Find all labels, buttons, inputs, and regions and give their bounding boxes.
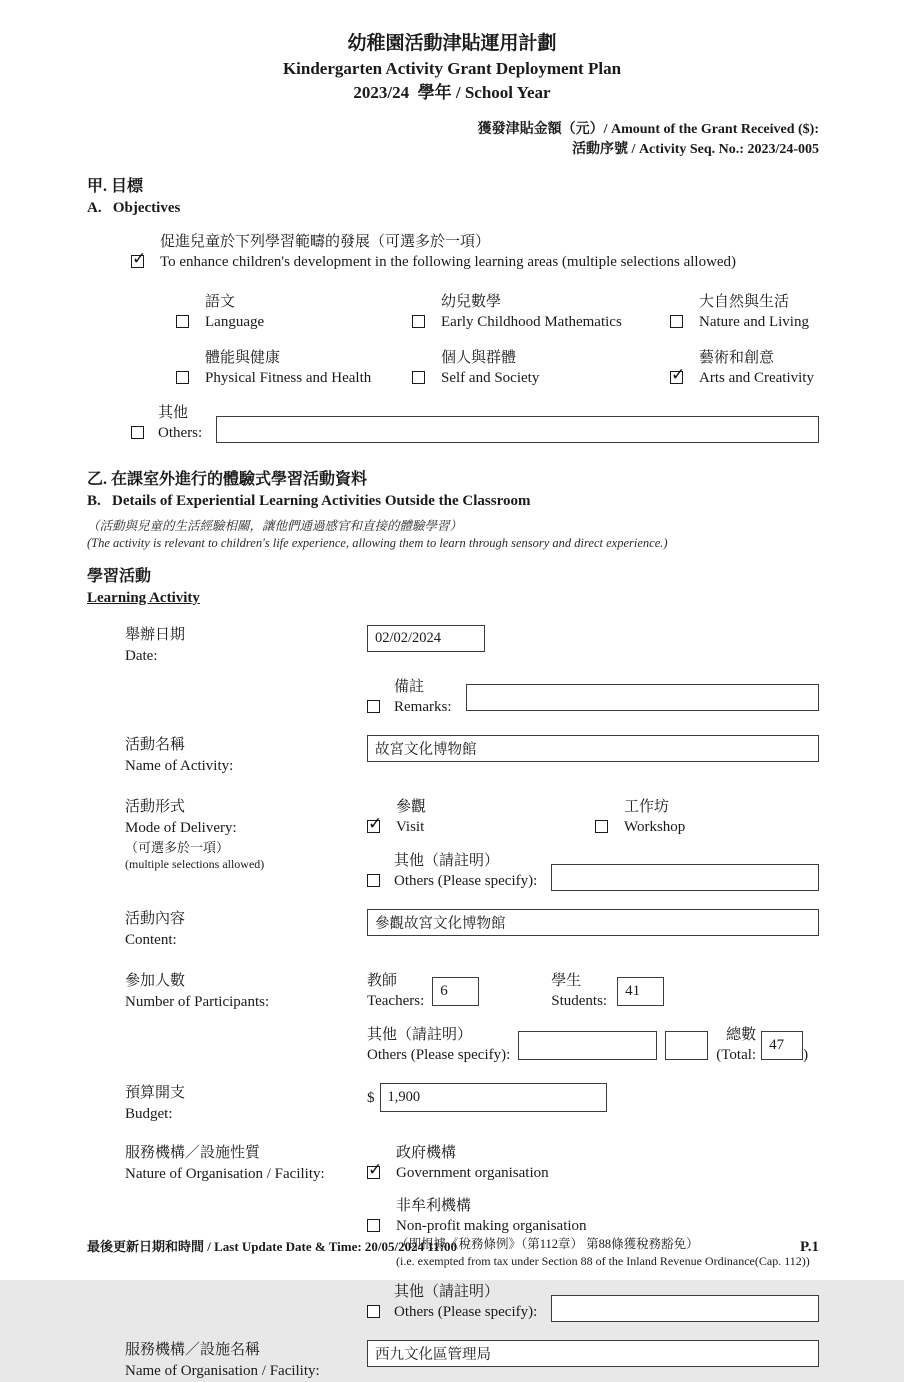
nature-content <box>367 1143 819 1322</box>
objectives-others-checkbox[interactable] <box>131 426 144 439</box>
area-arts <box>670 348 814 388</box>
total-close-paren: ) <box>803 1047 809 1063</box>
area-mathematics-en: Early Childhood Mathematics <box>441 314 622 330</box>
remarks-label-en: Remarks: <box>394 699 452 715</box>
section-a-heading-en: A. Objectives <box>87 200 181 216</box>
nature-nonprofit-zh: 非牟利機構 <box>396 1198 472 1214</box>
mode-visit-zh: 參觀 <box>396 799 427 815</box>
nature-nonprofit-note-zh: （即根據《稅務條例》（第112章） 第88條獲稅務豁免） <box>396 1237 699 1251</box>
participants-others-input[interactable] <box>518 1031 657 1060</box>
activity-name-input[interactable]: 故宮文化博物館 <box>367 735 819 762</box>
remarks-label-zh: 備註 <box>394 679 425 695</box>
area-physical <box>176 348 412 388</box>
activity-name-row <box>125 735 819 777</box>
total-label-en: (Total: <box>716 1047 757 1063</box>
org-name-label <box>125 1340 367 1382</box>
mode-visit-en: Visit <box>396 819 425 835</box>
nature-label-zh: 服務機構／設施性質 <box>125 1145 261 1161</box>
nature-row <box>125 1143 819 1322</box>
page-footer <box>87 1236 819 1256</box>
students-label-zh: 學生 <box>551 973 582 989</box>
nature-others-zh: 其他（請註明） <box>394 1284 500 1300</box>
budget-content <box>367 1083 819 1125</box>
learning-areas-row-1 <box>176 292 904 332</box>
mode-visit-checkbox[interactable] <box>367 820 380 833</box>
mode-workshop-en: Workshop <box>624 819 686 835</box>
title-english: Kindergarten Activity Grant Deployment Plan <box>282 59 622 78</box>
content-content <box>367 909 819 951</box>
org-name-row <box>125 1340 819 1382</box>
activity-seq-label: 活動序號 / Activity Seq. No.: 2023/24-005 <box>572 142 819 157</box>
nature-government-checkbox[interactable] <box>367 1166 380 1179</box>
org-name-label-en: Name of Organisation / Facility: <box>125 1363 320 1379</box>
area-mathematics-checkbox[interactable] <box>412 315 425 328</box>
date-row <box>125 625 819 717</box>
org-name-content <box>367 1340 819 1382</box>
mode-row <box>125 797 819 891</box>
participants-label <box>125 971 367 1065</box>
nature-others-input[interactable] <box>551 1295 819 1322</box>
objectives-others-zh: 其他 <box>158 405 189 421</box>
teachers-label <box>367 971 424 1011</box>
content-row <box>125 909 819 951</box>
budget-label-zh: 預算開支 <box>125 1085 186 1101</box>
mode-others-zh: 其他（請註明） <box>394 853 500 869</box>
nature-label-en: Nature of Organisation / Facility: <box>125 1166 325 1182</box>
nature-government <box>367 1143 819 1183</box>
activity-name-label-zh: 活動名稱 <box>125 737 186 753</box>
area-language-en: Language <box>205 314 265 330</box>
budget-row <box>125 1083 819 1125</box>
students-label-en: Students: <box>551 993 608 1009</box>
area-self-society-checkbox[interactable] <box>412 371 425 384</box>
total-label-zh: 總數 <box>726 1027 757 1043</box>
area-language <box>176 292 412 332</box>
area-mathematics-zh: 幼兒數學 <box>441 294 502 310</box>
date-input[interactable]: 02/02/2024 <box>367 625 485 652</box>
mode-note-en: (multiple selections allowed) <box>125 857 265 871</box>
participants-others-en: Others (Please specify): <box>367 1047 511 1063</box>
title-chinese: 幼稚園活動津貼運用計劃 <box>347 33 557 54</box>
teachers-label-zh: 教師 <box>367 973 398 989</box>
content-label-en: Content: <box>125 932 177 948</box>
participants-others-zh: 其他（請註明） <box>367 1027 473 1043</box>
objective-checkbox[interactable] <box>131 255 144 268</box>
remarks-input[interactable] <box>466 684 820 711</box>
mode-options <box>367 797 819 837</box>
nature-others-checkbox[interactable] <box>367 1305 380 1318</box>
mode-workshop-checkbox[interactable] <box>595 820 608 833</box>
learning-areas <box>176 292 904 388</box>
area-arts-label <box>699 348 814 388</box>
objectives-others-en: Others: <box>158 425 203 441</box>
mode-others-en: Others (Please specify): <box>394 873 538 889</box>
mode-note-zh: （可選多於一項） <box>125 840 230 855</box>
participants-line-1 <box>367 971 819 1011</box>
area-nature-label <box>699 292 809 332</box>
teachers-label-en: Teachers: <box>367 993 425 1009</box>
section-b-heading-zh: 乙. 在課室外進行的體驗式學習活動資料 <box>87 471 368 488</box>
mode-others-label <box>394 851 537 891</box>
area-self-society-zh: 個人與群體 <box>441 350 517 366</box>
learning-activity-zh: 學習活動 <box>87 568 152 585</box>
objectives-others-input[interactable] <box>216 416 819 443</box>
mode-label <box>125 797 367 891</box>
total-input[interactable]: 47 <box>761 1031 803 1060</box>
students-label <box>551 971 607 1011</box>
area-physical-zh: 體能與健康 <box>205 350 281 366</box>
mode-workshop <box>595 797 685 837</box>
content-input[interactable]: 參觀故宮文化博物館 <box>367 909 819 936</box>
objective-item <box>131 232 904 272</box>
budget-label <box>125 1083 367 1125</box>
nature-label <box>125 1143 367 1322</box>
total-label <box>716 1025 756 1065</box>
section-a-heading-zh: 甲. 目標 <box>87 178 144 195</box>
section-b-note-zh: （活動與兒童的生活經驗相關，讓他們通過感官和直接的體驗學習） <box>87 519 463 533</box>
learning-activity-en: Learning Activity <box>87 590 200 606</box>
objective-label-zh: 促進兒童於下列學習範疇的發展（可選多於一項） <box>160 234 491 250</box>
area-language-zh: 語文 <box>205 294 236 310</box>
objectives-others-label <box>158 403 202 443</box>
area-nature-checkbox[interactable] <box>670 315 683 328</box>
activity-name-label-en: Name of Activity: <box>125 758 234 774</box>
form-header <box>0 0 904 105</box>
page-number: P.1 <box>799 1239 819 1255</box>
nature-others <box>367 1282 819 1322</box>
budget-line <box>367 1083 819 1112</box>
area-physical-en: Physical Fitness and Health <box>205 370 372 386</box>
area-mathematics <box>412 292 670 332</box>
content-label <box>125 909 367 951</box>
area-language-checkbox[interactable] <box>176 315 189 328</box>
learning-areas-row-2 <box>176 348 904 388</box>
nature-nonprofit-note-en: (i.e. exempted from tax under Section 88 of the Inland Revenue Ordinance(Cap. 112)) <box>396 1254 810 1268</box>
mode-label-zh: 活動形式 <box>125 799 186 815</box>
last-update: 最後更新日期和時間 / Last Update Date & Time: 20/05/2024 11:00 <box>87 1239 458 1254</box>
area-self-society <box>412 348 670 388</box>
objective-label <box>160 232 736 272</box>
participants-content <box>367 971 819 1065</box>
nature-government-label <box>396 1143 549 1183</box>
grant-info <box>0 120 819 160</box>
area-nature-en: Nature and Living <box>699 314 809 330</box>
date-label-en: Date: <box>125 648 158 664</box>
nature-others-label <box>394 1282 537 1322</box>
activity-name-content <box>367 735 819 777</box>
nature-nonprofit <box>367 1196 819 1269</box>
section-b-note-en: (The activity is relevant to children's life experience, allowing them to learn through sensory and direct experience.) <box>87 536 668 550</box>
objectives-others <box>131 403 819 443</box>
remarks-checkbox[interactable] <box>367 700 380 713</box>
participants-others-count-input[interactable] <box>665 1031 708 1060</box>
date-label <box>125 625 367 717</box>
nature-nonprofit-label <box>396 1196 587 1236</box>
grant-amount-label: 獲發津貼金額（元）/ Amount of the Grant Received ($): <box>477 122 819 137</box>
area-arts-en: Arts and Creativity <box>699 370 814 386</box>
mode-label-en: Mode of Delivery: <box>125 820 237 836</box>
area-language-label <box>205 292 264 332</box>
students-input[interactable]: 41 <box>617 977 664 1006</box>
school-year: 2023/24 學年 / School Year <box>353 83 551 102</box>
area-nature <box>670 292 809 332</box>
teachers-input[interactable]: 6 <box>432 977 479 1006</box>
area-physical-checkbox[interactable] <box>176 371 189 384</box>
mode-content <box>367 797 819 891</box>
objective-label-en: To enhance children's development in the following learning areas (multiple selections allowed) <box>160 254 737 270</box>
participants-line-2 <box>367 1025 819 1065</box>
participants-label-en: Number of Participants: <box>125 994 270 1010</box>
participants-others-label <box>367 1025 510 1065</box>
participants-row <box>125 971 819 1065</box>
section-b-heading-en: B. Details of Experiential Learning Activities Outside the Classroom <box>87 493 531 509</box>
mode-workshop-zh: 工作坊 <box>624 799 670 815</box>
remarks-item <box>367 677 819 717</box>
area-arts-checkbox[interactable] <box>670 371 683 384</box>
area-arts-zh: 藝術和創意 <box>699 350 775 366</box>
nature-nonprofit-en: Non-profit making organisation <box>396 1218 587 1234</box>
mode-workshop-label <box>624 797 685 837</box>
nature-nonprofit-main <box>367 1196 819 1236</box>
org-name-label-zh: 服務機構／設施名稱 <box>125 1342 261 1358</box>
nature-nonprofit-checkbox[interactable] <box>367 1219 380 1232</box>
mode-others-checkbox[interactable] <box>367 874 380 887</box>
currency-sign: $ <box>367 1089 375 1106</box>
remarks-label <box>394 677 452 717</box>
area-mathematics-label <box>441 292 622 332</box>
mode-visit <box>367 797 595 837</box>
nature-others-en: Others (Please specify): <box>394 1304 538 1320</box>
participants-label-zh: 參加人數 <box>125 973 186 989</box>
org-name-input[interactable]: 西九文化區管理局 <box>367 1340 819 1367</box>
date-label-zh: 舉辦日期 <box>125 627 186 643</box>
budget-input[interactable]: 1,900 <box>380 1083 607 1112</box>
budget-label-en: Budget: <box>125 1106 173 1122</box>
nature-government-zh: 政府機構 <box>396 1145 457 1161</box>
nature-government-en: Government organisation <box>396 1165 549 1181</box>
mode-visit-label <box>396 797 426 837</box>
area-nature-zh: 大自然與生活 <box>699 294 790 310</box>
date-content <box>367 625 819 717</box>
mode-others <box>367 851 819 891</box>
area-physical-label <box>205 348 371 388</box>
activity-name-label <box>125 735 367 777</box>
mode-others-input[interactable] <box>551 864 819 891</box>
content-label-zh: 活動內容 <box>125 911 186 927</box>
area-self-society-label <box>441 348 539 388</box>
area-self-society-en: Self and Society <box>441 370 540 386</box>
